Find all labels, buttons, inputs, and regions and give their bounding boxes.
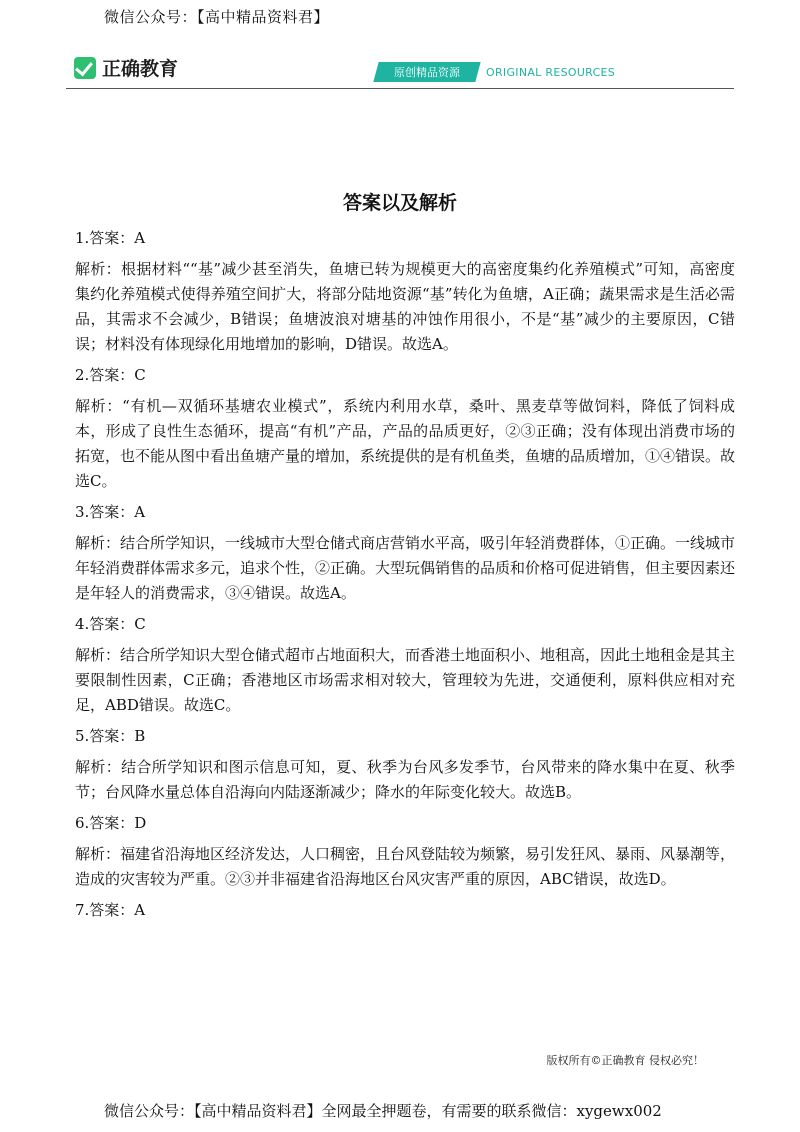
explanation-5: 解析：结合所学知识和图示信息可知，夏、秋季为台风多发季节，台风带来的降水集中在夏、秋季节；台风降水量总体自沿海向内陆逐渐减少；降水的年际变化较大。故选B。	[75, 758, 735, 801]
explanation-4: 解析：结合所学知识大型仓储式超市占地面积大，而香港土地面积小、地租高，因此土地租金是其主要限制性因素，C正确；香港地区市场需求相对较大，管理较为先进，交通便利，原料供应相对充足，ABD错误。故选C。	[75, 646, 736, 714]
footer-note: 微信公众号：【高中精品资料君】全网最全押题卷，有需要的联系微信：xygewx002	[104, 1102, 662, 1120]
top-note: 微信公众号：【高中精品资料君】	[104, 8, 330, 26]
logo-text: 正确教育	[102, 58, 179, 80]
banner-tag	[373, 62, 480, 82]
checkmark-icon	[74, 57, 96, 79]
copyright-notice: 版权所有©正确教育 侵权必究！	[546, 1054, 704, 1067]
answer-5: 5.答案：B	[75, 727, 146, 745]
logo	[74, 54, 178, 81]
answer-1: 1.答案：A	[75, 229, 146, 247]
explanation-6: 解析：福建省沿海地区经济发达，人口稠密，且台风登陆较为频繁，易引发狂风、暴雨、风暴潮等，造成的灾害较为严重。②③并非福建省沿海地区台风灾害严重的原因，ABC错误，故选D。	[75, 845, 736, 888]
answer-2: 2.答案：C	[75, 366, 146, 384]
resource-banner	[376, 62, 615, 82]
page-title: 答案以及解析	[342, 192, 457, 214]
explanation-2: 解析：“有机—双循环基塘农业模式”，系统内利用水草，桑叶、黑麦草等做饲料，降低了饲料成本，形成了良性生态循环，提高“有机”产品，产品的品质更好，②③正确；没有体现出消费市场的拓宽，也不能从图中看出鱼塘产量的增加，系统提供的是有机鱼类，鱼塘的品质增加，①④错误。故选C。	[75, 397, 736, 490]
answer-4: 4.答案：C	[75, 615, 146, 633]
answer-7: 7.答案：A	[75, 901, 146, 919]
answer-list	[75, 226, 735, 929]
explanation-3: 解析：结合所学知识，一线城市大型仓储式商店营销水平高，吸引年轻消费群体，①正确。一线城市年轻消费群体需求多元，追求个性，②正确。大型玩偶销售的品质和价格可促进销售，但主要因素还是年轻人的消费需求，③④错误。故选A。	[75, 534, 736, 602]
banner-cn: 原创精品资源	[394, 66, 460, 79]
explanation-1: 解析：根据材料““基”减少甚至消失，鱼塘已转为规模更大的高密度集约化养殖模式”可知，高密度集约化养殖模式使得养殖空间扩大，将部分陆地资源“基”转化为鱼塘，A正确；蔬果需求是生活必需品，其需求不会减少，B错误；鱼塘波浪对塘基的冲蚀作用很小，不是“基”减少的主要原因，C错误；材料没有体现绿化用地增加的影响，D错误。故选A。	[75, 260, 735, 353]
banner-en: ORIGINAL RESOURCES	[486, 65, 616, 79]
page-header	[66, 52, 734, 89]
answer-3: 3.答案：A	[75, 503, 146, 521]
answer-6: 6.答案：D	[75, 814, 147, 832]
